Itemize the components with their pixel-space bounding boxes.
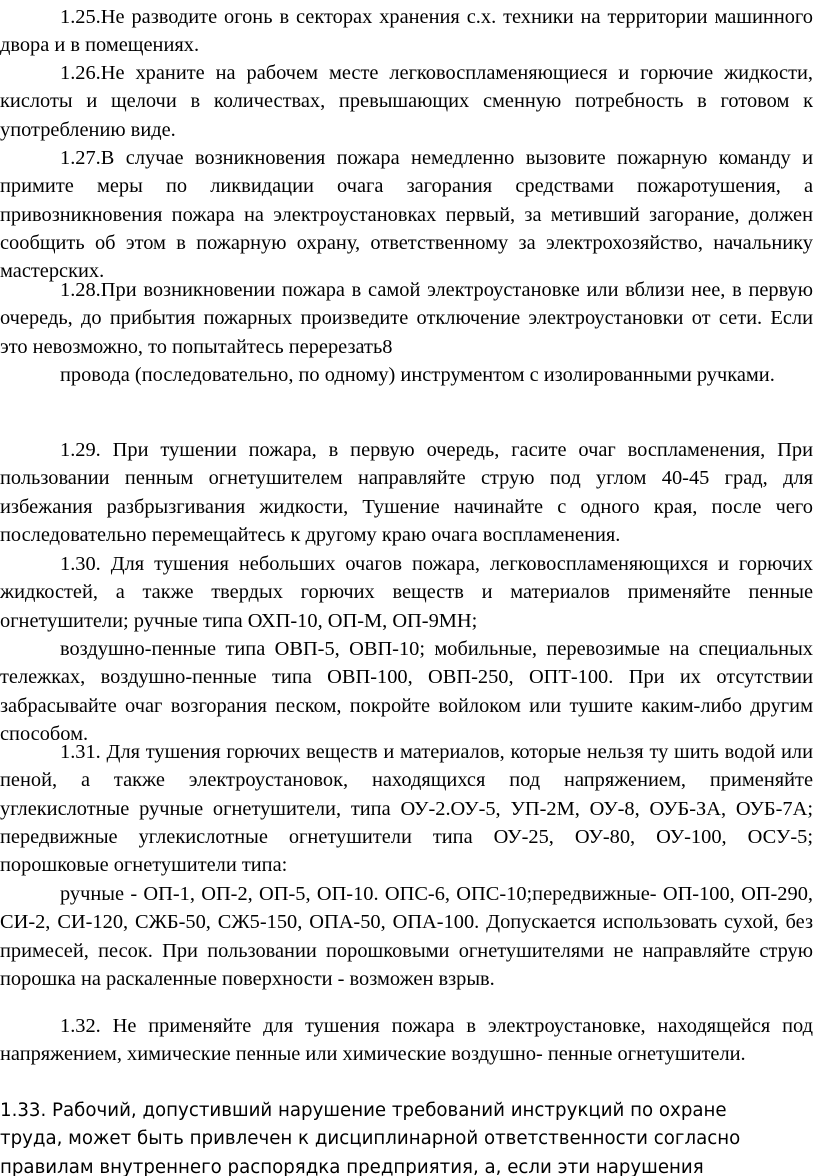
paragraph-1-31: 1.31. Для тушения горючих веществ и материалов, которые нельзя ту шить водой или пеной, а также электроустановок, находящихся под напряжением, применяйте углекислотные ручные огнетушители, типа ОУ-2.ОУ-5, УП-2М, ОУ-8, ОУБ-ЗА, ОУБ-7А; передвижные углекислотные огнетушители типа ОУ-25, ОУ-80, ОУ-100, ОСУ-5; порошковые огнетушители типа: <box>0 741 813 877</box>
paragraph-1-33: 1.33. Рабочий, допустивший нарушение требований инструкций по охране труда, может быть привлечен к дисциплинарной ответственности согласно правилам внутреннего распорядка предприятия, а, если эти нарушения <box>0 1100 741 1176</box>
paragraph-1-25: 1.25.Не разводите огонь в секторах хранения с.х. техники на территории машинного двора и в помещениях. <box>0 6 813 57</box>
paragraph-1-31-continued: ручные - ОП-1, ОП-2, ОП-5, ОП-10. ОПС-6, ОПС-10;передвижные- ОП-100, ОП-290, СИ-2, СИ-120, СЖБ-50, СЖ5-150, ОПА-50, ОПА-100. Допускается использовать сухой, без примесей, песок. При пользовании порошковыми огнетушителями не направляйте струю порошка на раскаленные поверхности - возможен взрыв. <box>0 883 813 990</box>
paragraph-1-30: 1.30. Для тушения небольших очагов пожара, легковоспламеняющихся и горючих жидкостей, а также твердых горючих веществ и материалов применяйте пенные огнетушители; ручные типа ОХП-10, ОП-М, ОП-9МН; <box>0 553 813 632</box>
paragraph-1-26: 1.26.Не храните на рабочем месте легковоспламеняющиеся и горючие жидкости, кислоты и щелочи в количествах, превышающих сменную потребность в готовом к употреблению виде. <box>0 62 813 141</box>
paragraph-1-30-continued: воздушно-пенные типа ОВП-5, ОВП-10; мобильные, перевозимые на специальных тележках, воздушно-пенные типа ОВП-100, ОВП-250, ОПТ-100. При их отсутствии забрасывайте очаг возгорания песком, покройте войлоком или тушите каким-либо другим способом. <box>0 638 813 745</box>
paragraph-1-28: 1.28.При возникновении пожара в самой электроустановке или вблизи нее, в первую очередь, до прибытия пожарных произведите отключение электроустановки от сети. Если это невозможно, то попытайтесь перерезать8 <box>0 279 813 358</box>
paragraph-1-28-continued: провода (последовательно, по одному) инструментом с изолированными ручками. <box>60 364 775 386</box>
paragraph-1-32: 1.32. Не применяйте для тушения пожара в электроустановке, находящейся под напряжением, химические пенные или химические воздушно- пенные огнетушители. <box>0 1015 813 1066</box>
paragraph-1-27: 1.27.В случае возникновения пожара немедленно вызовите пожарную команду и примите меры по ликвидации очага загорания средствами пожаротушения, а привозникновения пожара на электроустановках первый, за метивший загорание, должен сообщить об этом в пожарную охрану, ответственному за электрохозяйство, начальнику мастерских. <box>0 147 813 283</box>
paragraph-1-29: 1.29. При тушении пожара, в первую очередь, гасите очаг воспламенения, При пользовании пенным огнетушителем направляйте струю под углом 40-45 град, для избежания разбрызгивания жидкости, Тушение начинайте с одного края, после чего последовательно перемещайтесь к другому краю очага воспламенения. <box>0 439 813 546</box>
